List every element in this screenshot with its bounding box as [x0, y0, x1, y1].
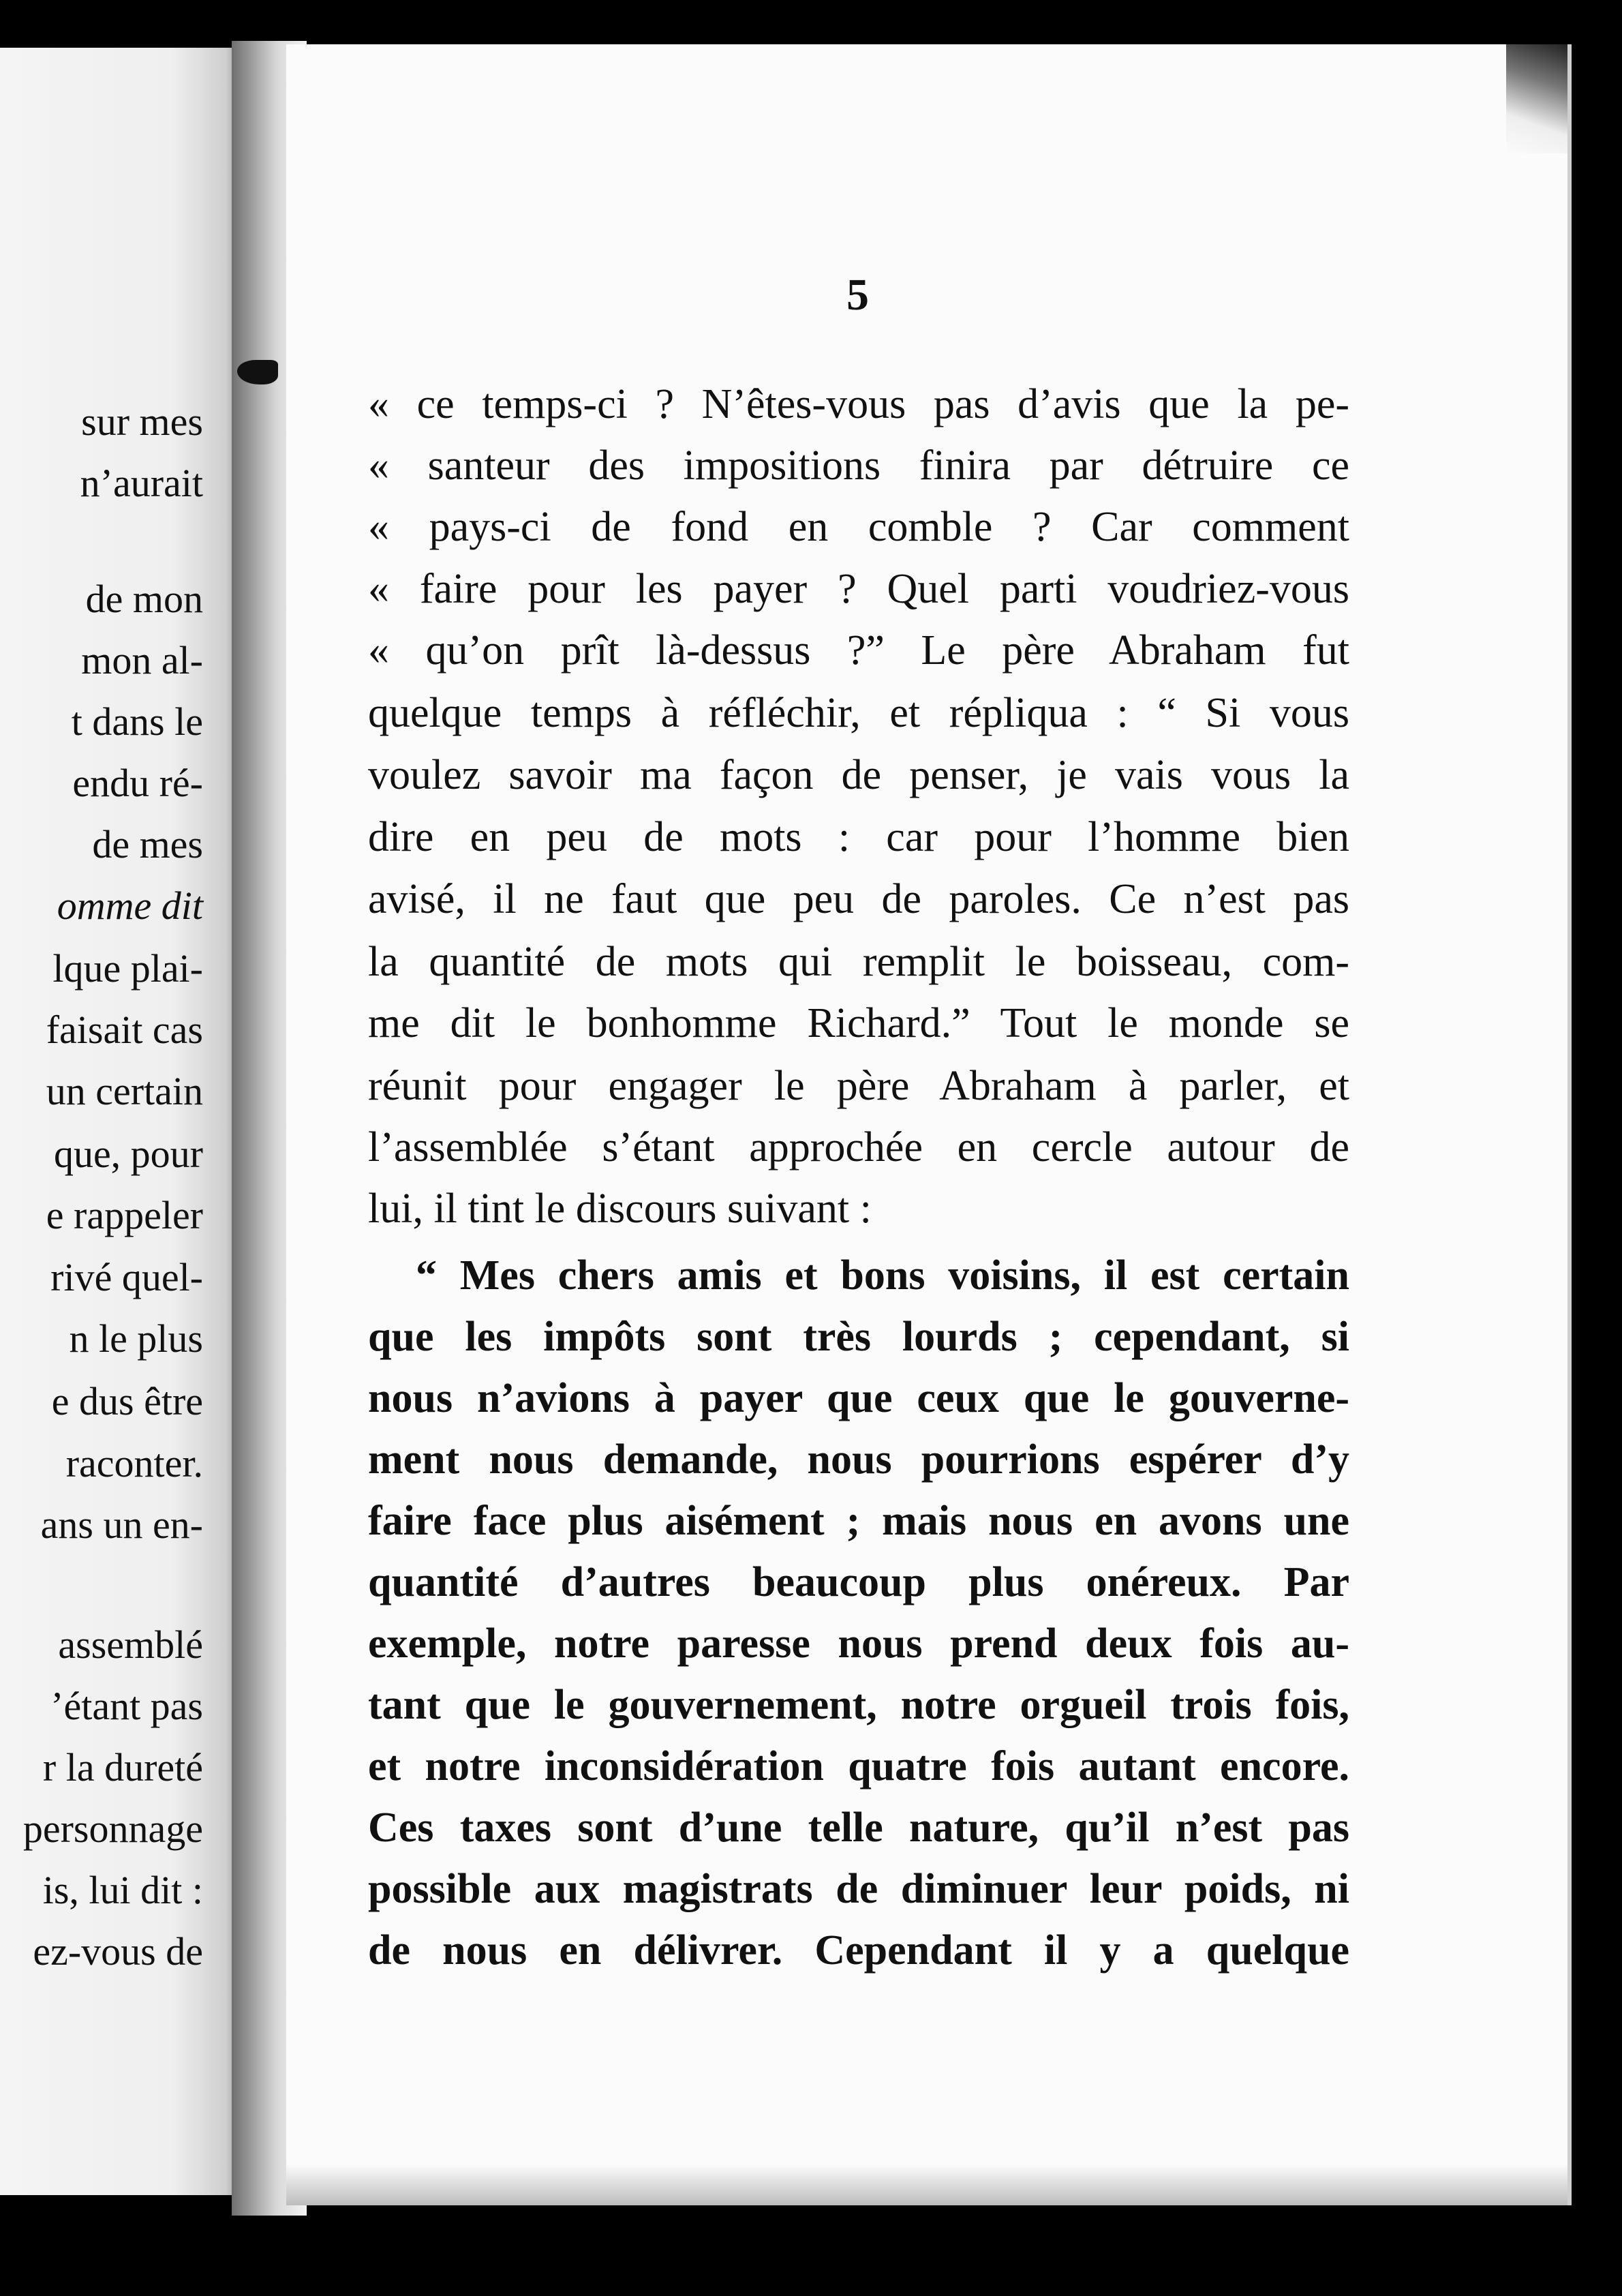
body-line: possible aux magistrats de diminuer leur poids, ni: [368, 1866, 1349, 1912]
body-line: réunit pour engager le père Abraham à parler, et: [368, 1063, 1349, 1109]
body-line: « qu’on prît là-dessus ?” Le père Abraham fut: [368, 627, 1349, 674]
left-page-line: raconter.: [65, 1441, 203, 1485]
left-page-line: ’étant pas: [50, 1684, 203, 1728]
left-page-line: personnage: [22, 1807, 203, 1851]
body-line: « ce temps-ci ? N’êtes-vous pas d’avis que la pe-: [368, 381, 1349, 427]
left-page-line: is, lui dit :: [42, 1868, 203, 1912]
left-page-line: rivé quel-: [50, 1255, 203, 1299]
left-page-line: n le plus: [69, 1316, 203, 1361]
page-corner-curl: [1506, 44, 1567, 153]
body-line: quelque temps à réfléchir, et répliqua : “ Si vous: [368, 690, 1349, 736]
paragraph-first-line: “ Mes chers amis et bons voisins, il est certain: [416, 1252, 1349, 1299]
body-line: nous n’avions à payer que ceux que le gouverne-: [368, 1375, 1349, 1421]
body-line: faire face plus aisément ; mais nous en avons une: [368, 1498, 1349, 1544]
page-bottom-shadow: [286, 2164, 1567, 2205]
left-page-line: assemblé: [58, 1622, 203, 1667]
left-page-line: t dans le: [71, 699, 203, 744]
body-line: dire en peu de mots : car pour l’homme bien: [368, 814, 1349, 860]
page-number: 5: [846, 270, 869, 320]
left-page-line: n’aurait: [80, 461, 203, 505]
body-line: Ces taxes sont d’une telle nature, qu’il n’est pas: [368, 1804, 1349, 1851]
body-line: lui, il tint le discours suivant :: [368, 1185, 872, 1232]
left-page-line: un certain: [46, 1069, 203, 1113]
left-page-line: e dus être: [51, 1379, 203, 1423]
left-page-line: de mon: [85, 577, 203, 621]
left-page-line: ez-vous de: [33, 1929, 203, 1974]
body-line: « pays-ci de fond en comble ? Car comment: [368, 504, 1349, 550]
body-line: et notre inconsidération quatre fois autant encore.: [368, 1743, 1349, 1789]
body-line: avisé, il ne faut que peu de paroles. Ce n’est pas: [368, 876, 1349, 922]
body-line: me dit le bonhomme Richard.” Tout le monde se: [368, 1000, 1349, 1046]
previous-page-fragment: [0, 48, 245, 2195]
body-line: « faire pour les payer ? Quel parti voudriez-vous: [368, 566, 1349, 612]
body-line: quantité d’autres beaucoup plus onéreux. Par: [368, 1559, 1349, 1605]
body-line: tant que le gouvernement, notre orgueil trois fois,: [368, 1682, 1349, 1728]
body-line: l’assemblée s’étant approchée en cercle autour de: [368, 1124, 1349, 1170]
body-line: ment nous demande, nous pourrions espérer d’y: [368, 1436, 1349, 1483]
body-line: « santeur des impositions finira par détruire ce: [368, 442, 1349, 489]
left-page-line: de mes: [92, 822, 203, 866]
body-line: que les impôts sont très lourds ; cependant, si: [368, 1314, 1349, 1360]
left-page-line: omme dit: [57, 883, 203, 928]
left-page-line: sur mes: [81, 399, 203, 444]
left-page-line: r la dureté: [42, 1745, 203, 1789]
body-line: voulez savoir ma façon de penser, je vais vous la: [368, 752, 1349, 798]
body-line: de nous en délivrer. Cependant il y a quelque: [368, 1927, 1349, 1974]
left-page-line: e rappeler: [46, 1193, 203, 1237]
body-line: exemple, notre paresse nous prend deux fois au-: [368, 1620, 1349, 1667]
left-page-line: endu ré-: [72, 761, 203, 805]
body-line: la quantité de mots qui remplit le boisseau, com-: [368, 939, 1349, 985]
left-page-line: que, pour: [53, 1132, 203, 1176]
left-page-line: lque plai-: [52, 946, 203, 991]
left-page-line: ans un en-: [40, 1502, 203, 1547]
left-page-line: faisait cas: [46, 1008, 203, 1052]
left-page-line: mon al-: [81, 638, 203, 682]
